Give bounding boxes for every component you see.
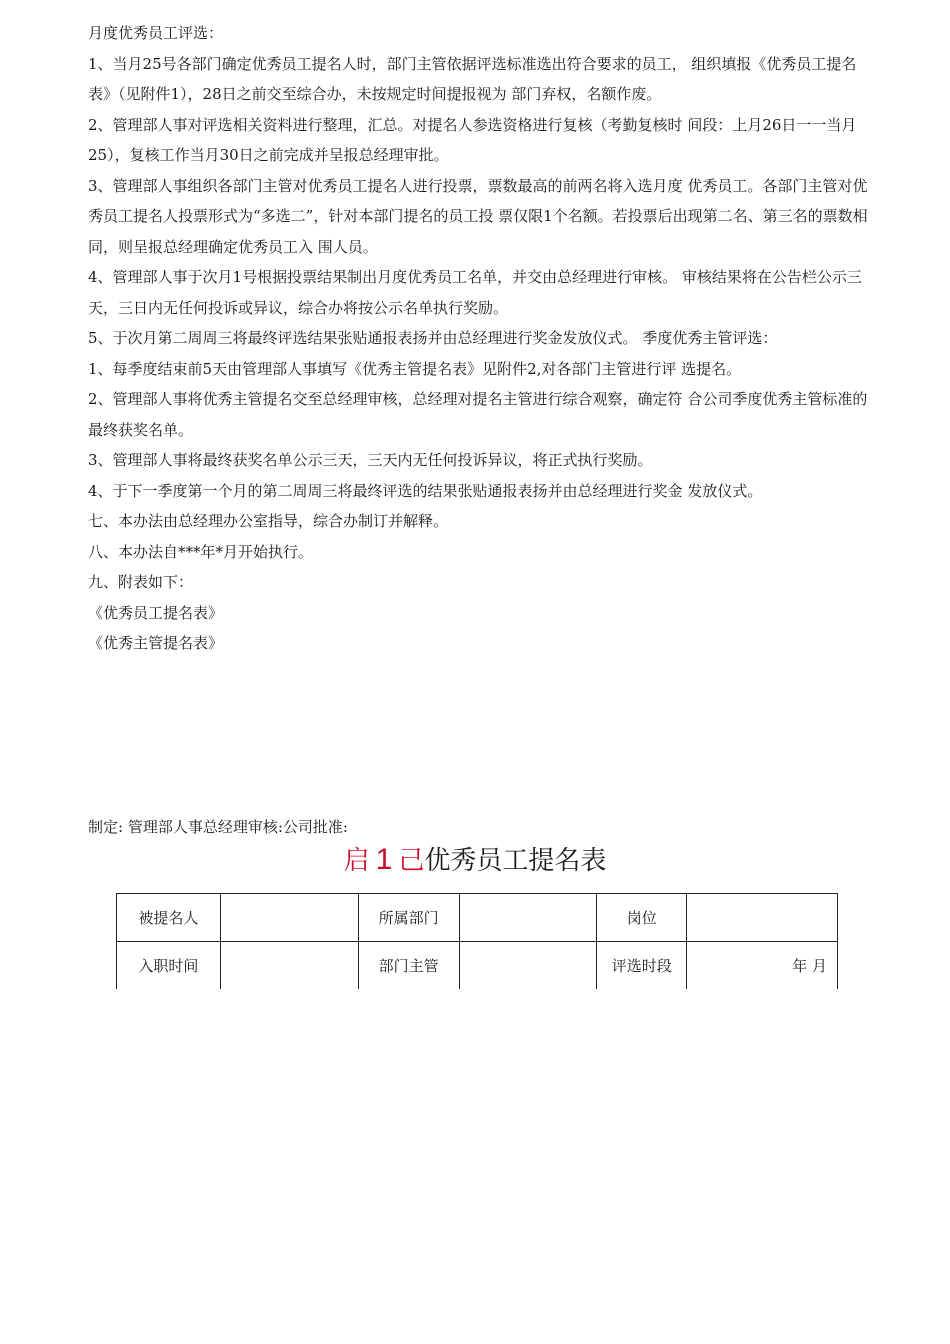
paragraph: 3、管理部人事组织各部门主管对优秀员工提名人进行投票，票数最高的前两名将入选月度 优秀员工。各部门主管对优秀员工提名人投票形式为“多选二”，针对本部门提名的员工投 票仅限1个名额。若投票后出现第二名、第三名的票数相同，则呈报总经理确定优秀员工入 围人员。: [88, 176, 868, 256]
paragraph: 2、管理部人事将优秀主管提名交至总经理审核，总经理对提名主管进行综合观察，确定符 合公司季度优秀主管标准的最终获奖名单。: [88, 390, 868, 439]
form-title-prefix: 启: [343, 846, 370, 876]
attachment-item: 《优秀主管提名表》: [88, 634, 224, 652]
field-position[interactable]: [687, 894, 838, 942]
signature-line: 制定: 管理部人事总经理审核:公司批准:: [88, 818, 348, 836]
form-title: [0, 836, 950, 885]
form-title-prefix: 己: [398, 846, 425, 876]
field-hire-date[interactable]: [220, 942, 358, 990]
table-row: [117, 894, 838, 942]
paragraph: 2、管理部人事对评选相关资料进行整理，汇总。对提名人参选资格进行复核（考勤复核时 间段：上月26日一一当月25），复核工作当月30日之前完成并呈报总经理审批。: [88, 115, 857, 164]
section-heading-monthly: 月度优秀员工评选：: [88, 24, 224, 42]
paragraph: 4、管理部人事于次月1号根据投票结果制出月度优秀员工名单，并交由总经理进行审核。 审核结果将在公告栏公示三天，三日内无任何投诉或异议，综合办将按公示名单执行奖励。: [88, 268, 862, 317]
form-title-main: 优秀员工提名表: [424, 846, 607, 876]
paragraph: 3、管理部人事将最终获奖名单公示三天，三天内无任何投诉异议，将正式执行奖励。: [88, 451, 653, 469]
clause-eight: 八、本办法自***年*月开始执行。: [88, 542, 314, 561]
label-nominee: 被提名人: [117, 894, 221, 942]
attachment-item: 《优秀员工提名表》: [88, 603, 224, 622]
label-hire-date: 入职时间: [117, 942, 221, 990]
paragraph: 1、当月25号各部门确定优秀员工提名人时，部门主管依据评选标准选出符合要求的员工， 组织填报《优秀员工提名表》（见附件1），28日之前交至综合办，未按规定时间提报视为 部门弃权，名额作废。: [88, 54, 857, 103]
nomination-table: [116, 893, 838, 989]
label-evaluation-period: 评选时段: [597, 942, 687, 990]
table-row: [117, 942, 838, 990]
document-body: [88, 18, 878, 659]
label-position: 岗位: [597, 894, 687, 942]
field-nominee[interactable]: [220, 894, 358, 942]
paragraph: 1、每季度结束前5天由管理部人事填写《优秀主管提名表》见附件2,对各部门主管进行评 选提名。: [88, 359, 742, 378]
label-department: 所属部门: [358, 894, 459, 942]
form-title-prefix: 1: [375, 843, 393, 876]
paragraph: 4、于下一季度第一个月的第二周周三将最终评选的结果张贴通报表扬并由总经理进行奖金 发放仪式。: [88, 481, 763, 500]
field-evaluation-period[interactable]: 年 月: [687, 942, 838, 990]
field-department[interactable]: [459, 894, 597, 942]
paragraph: 5、于次月第二周周三将最终评选结果张贴通报表扬并由总经理进行奖金发放仪式。 季度优秀主管评选：: [88, 329, 778, 347]
field-supervisor[interactable]: [459, 942, 597, 990]
label-supervisor: 部门主管: [358, 942, 459, 990]
clause-seven: 七、本办法由总经理办公室指导，综合办制订并解释。: [88, 512, 449, 530]
clause-nine: 九、附表如下：: [88, 573, 194, 591]
